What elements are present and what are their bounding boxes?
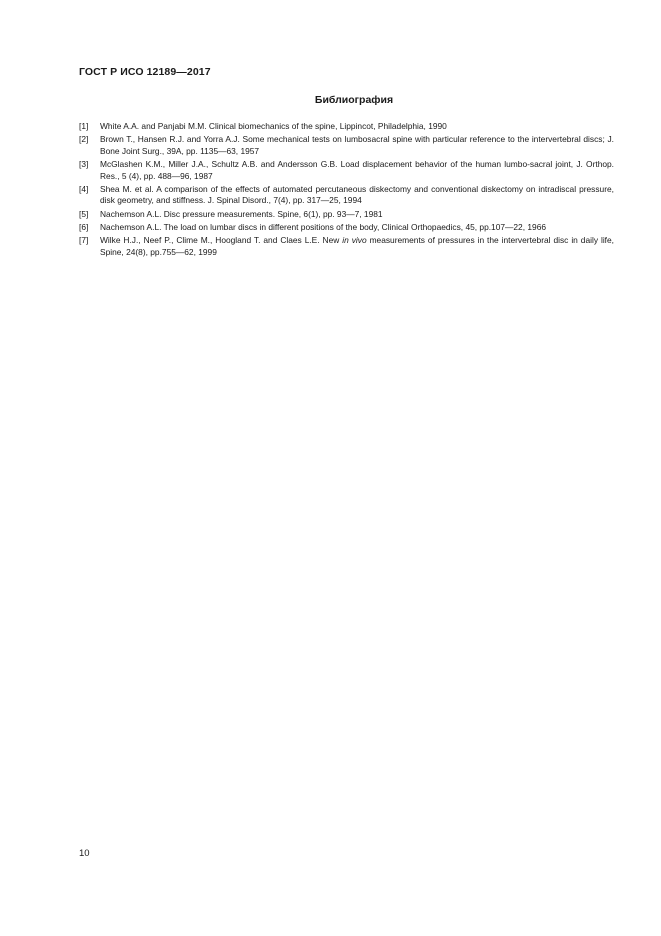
reference-text-part: Nachemson A.L. The load on lumbar discs in different positions of the body, Clinical Orthopaedics, 45, pp.107—22, 1966 [100,221,547,232]
reference-number: [6] [79,221,89,232]
bibliography-title: Библиография [314,94,394,106]
reference-text-part: Nachemson A.L. Disc pressure measurements. Spine, 6(1), pp. 93—7, 1981 [100,208,383,219]
reference-text-part: Wilke H.J., Neef P., Clime M., Hoogland T. and Claes L.E. New [100,234,343,245]
reference-text-part: Shea M. et al. A comparison of the effects of automated percutaneous diskectomy and conventional diskectomy on intradiscal pressure, disk geometry, and stiffness. J. Spinal Disord., 7(4), pp. 317—25, 1994 [100,183,614,206]
reference-text [100,184,614,207]
reference-item [79,159,614,182]
reference-text [100,222,614,234]
reference-text [100,121,614,133]
reference-number: [3] [79,158,89,169]
reference-number: [4] [79,183,89,194]
reference-number: [5] [79,208,89,219]
reference-text-part: measurements of pressures in the intervertebral disc in daily life, Spine, 24(8), pp.755—62, 1999 [100,234,614,257]
reference-text-part: McGlashen K.M., Miller J.A., Schultz A.B. and Andersson G.B. Load displacement behavior of the human lumbo-sacral joint, J. Orthop. Res., 5 (4), pp. 488—96, 1987 [100,158,614,181]
reference-text [100,209,614,221]
reference-emphasis: in vivo [342,234,367,245]
reference-number: [1] [79,121,89,131]
reference-item [79,235,614,258]
reference-text-part: White A.A. and Panjabi M.M. Clinical biomechanics of the spine, Lippincot, Philadelphia, 1990 [100,121,447,131]
reference-item [79,222,614,234]
reference-text [100,235,614,258]
reference-list [79,121,614,260]
reference-text [100,159,614,182]
reference-text-part: Brown T., Hansen R.J. and Yorra A.J. Some mechanical tests on lumbosacral spine with particular reference to the intervertebral discs; J. Bone Joint Surg., 39A, pp. 1135—63, 1957 [100,134,614,156]
reference-number: [7] [79,234,89,245]
reference-text [100,134,614,157]
reference-number: [2] [79,134,89,145]
standard-code-header: ГОСТ Р ИСО 12189—2017 [79,66,211,78]
page-number: 10 [79,848,90,859]
reference-item [79,184,614,207]
reference-item [79,134,614,157]
reference-item [79,209,614,221]
reference-item [79,121,614,133]
